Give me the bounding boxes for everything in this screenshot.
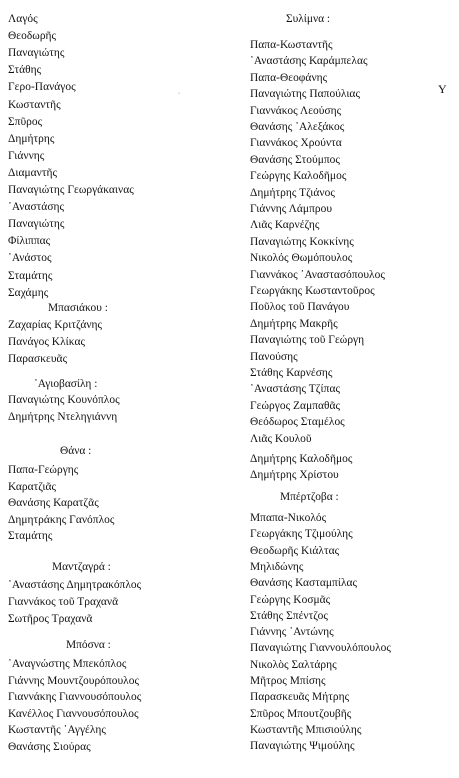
name-entry: Στάθης Σπέντζος: [250, 609, 328, 622]
name-entry: Πανούσης: [250, 350, 298, 363]
name-entry: Ποῦλος τοῦ Πανάγου: [250, 301, 350, 314]
section-heading: Μπόσνα :: [66, 639, 111, 651]
name-entry: Γιάννης Μουντζουρόπουλος: [8, 674, 140, 687]
name-entry: Σταμάτης: [8, 530, 53, 543]
name-entry: Λιᾶς Κουλοῦ: [250, 432, 312, 445]
name-entry: Γιαννάκος ᾿Αναστασόπουλος: [250, 268, 385, 281]
name-entry: Σωτῆρος Τραχανᾶ: [8, 613, 93, 625]
name-entry: Θεόδωρος Σταμέλος: [250, 416, 345, 429]
name-entry: ᾿Ανάστος: [8, 252, 52, 265]
name-entry: Γεωργάκης Τζιμούλης: [250, 528, 353, 541]
name-entry: Γιαννάκης Γιαννουσόπουλος: [8, 691, 142, 704]
speck-dot: ·: [178, 91, 180, 97]
name-entry: Δημήτρης: [8, 132, 55, 145]
name-entry: Κανέλλος Γιαννουσόπουλος: [8, 707, 139, 720]
name-entry: ᾿Αναστάσης Τζίπας: [250, 383, 341, 396]
name-entry: Μηλιδώνης: [250, 560, 304, 573]
name-entry: Σπῦρος: [8, 115, 43, 128]
name-entry: Παναγιώτης Παπούλιας: [250, 88, 361, 101]
name-entry: Παναγιώτης: [8, 47, 65, 60]
name-entry: Λιᾶς Καρνέζης: [250, 219, 320, 232]
name-entry: Δημήτρης Μακρῆς: [250, 317, 338, 330]
name-entry: Μῆτρος Μπίσης: [250, 675, 326, 687]
name-entry: Νικολός Θωμόπουλος: [250, 252, 353, 265]
name-entry: Παναγιώτης: [8, 218, 65, 231]
name-entry: Παπα-Κωσταντῆς: [250, 39, 333, 51]
name-entry: Θεοδωρῆς Κιάλτας: [250, 544, 340, 557]
name-entry: Παναγιώτης τοῦ Γεώργη: [250, 334, 365, 347]
name-entry: ᾿Αναστάσης Δημητρακόπλος: [8, 579, 142, 591]
name-entry: Παναγιώτης Κοκκίνης: [250, 235, 354, 248]
name-entry: Γερο-Πανάγος: [8, 81, 76, 94]
name-entry: ᾿Αναγνώστης Μπεκόπλος: [8, 658, 127, 670]
name-entry: Γιάννης: [8, 149, 45, 162]
name-entry: Δημήτρης Τζιάνος: [250, 186, 335, 199]
name-entry: Θανάσης Στούμπος: [250, 153, 340, 166]
section-heading: Μπασιάκου :: [48, 302, 108, 314]
name-entry: Παρασκευᾶς Μήτρης: [250, 691, 350, 704]
name-entry: Θανάσης Σιούρας: [8, 741, 91, 753]
name-entry: Γιαννάκος τοῦ Τραχανᾶ: [8, 596, 119, 608]
name-entry: Θανάσης Κασταμπίλας: [250, 577, 358, 590]
name-entry: Γιάννης ᾿Αντώνης: [250, 626, 334, 639]
name-entry: Σπῦρος Μπουτζουβῆς: [250, 707, 352, 720]
name-entry: Φίλιππας: [8, 235, 51, 248]
section-heading: Μαντζαγρά :: [52, 561, 111, 573]
name-entry: Καρατζιᾶς: [8, 480, 57, 493]
name-entry: Παναγιώτης Κουνόπλος: [8, 394, 120, 406]
name-entry: Λαγός: [8, 13, 38, 25]
name-entry: Θανάσης Καρατζᾶς: [8, 497, 99, 510]
name-entry: Στάθης: [8, 64, 42, 77]
name-entry: Ζαχαρίας Κριτζάνης: [8, 319, 103, 331]
name-entry: Νικολὸς Σαλτάρης: [250, 658, 337, 671]
name-entry: Σαχάμης: [8, 286, 49, 299]
name-entry: Παναγιώτης Γεωργάκαινας: [8, 184, 134, 196]
name-entry: Πανάγος Κλίκας: [8, 336, 86, 348]
name-entry: Δημήτρης Χρίστου: [250, 469, 339, 482]
name-entry: Στάθης Καρνέσης: [250, 367, 333, 379]
section-heading: Συλίμνα :: [286, 13, 331, 25]
name-entry: Παρασκευᾶς: [8, 353, 68, 365]
name-entry: Παναγιώτης Ψιμούλης: [250, 740, 355, 753]
name-entry: Γιάννης Λάμπρου: [250, 203, 333, 215]
name-entry: Παπα-Θεοφάνης: [250, 71, 328, 84]
name-entry: Θανάσης ᾿Αλεξάκος: [250, 121, 345, 133]
name-entry: Δημήτρης Καλοδῆμος: [250, 453, 353, 465]
name-entry: Κωσταντῆς ᾿Αγγέλης: [8, 724, 106, 737]
name-entry: Γεωργάκης Κωσταντοῦρος: [250, 285, 375, 297]
name-entry: Παναγιώτης Γιαννουλόπουλος: [250, 642, 391, 655]
name-entry: Δημήτρης Ντεληγιάννη: [8, 411, 118, 423]
section-heading: ᾿Αγιοβασίλη :: [34, 378, 98, 390]
name-entry: ᾿Αναστάσης Καράμπελας: [250, 55, 368, 68]
section-heading: Θάνα :: [60, 445, 92, 457]
name-entry: Γεώργης Καλοδῆμος: [250, 170, 347, 183]
name-entry: Μπαπα-Νικολός: [250, 512, 327, 524]
name-entry: Θεοδωρῆς: [8, 30, 57, 43]
name-entry: Γεώργης Κοσμᾶς: [250, 593, 331, 606]
name-entry: Διαμαντῆς: [8, 166, 58, 179]
margin-mark: Υ: [438, 82, 447, 96]
name-entry: Γιαννάκος Λεούσης: [250, 104, 342, 117]
name-entry: Δημητράκης Γανόπλος: [8, 513, 115, 526]
name-entry: Γιαννάκος Χρούντα: [250, 137, 342, 150]
name-entry: Παπα-Γεώργης: [8, 464, 79, 476]
name-entry: Κωσταντῆς: [8, 98, 61, 111]
section-heading: Μπέρτζοβα :: [280, 491, 339, 503]
name-entry: Κωσταντῆς Μπισιούλης: [250, 723, 362, 736]
name-entry: Γεώργος Ζαμπαθᾶς: [250, 399, 341, 412]
name-entry: Σταμάτης: [8, 269, 53, 282]
name-entry: ᾿Αναστάσης: [8, 201, 65, 214]
